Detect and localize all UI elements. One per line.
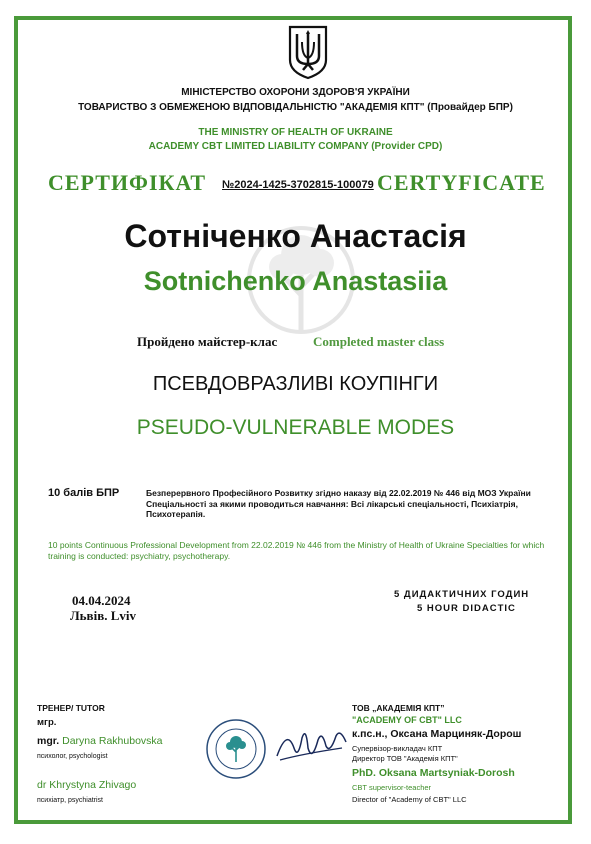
course-title-ua: ПСЕВДОВРАЗЛИВІ КОУПІНГИ — [152, 373, 439, 395]
director-org-en: "ACADEMY OF CBT" LLC — [352, 715, 462, 725]
company-name-ua: ТОВАРИСТВО З ОБМЕЖЕНОЮ ВІДПОВІДАЛЬНІСТЮ "АКАДЕМІЯ КПТ" (Провайдер БПР) — [78, 102, 513, 113]
ministry-name-ua: МІНІСТЕРСТВО ОХОРОНИ ЗДОРОВ'Я УКРАЇНИ — [181, 87, 410, 98]
tutor1-role: психолог, psychologist — [37, 753, 108, 760]
tutor1-title-en: mgr. — [37, 735, 60, 747]
director-org-ua: ТОВ „АКАДЕМІЯ КПТ” — [352, 703, 445, 713]
certificate-number: №2024-1425-3702815-100079 — [222, 179, 374, 191]
completed-label-ua: Пройдено майстер-клас — [137, 334, 278, 349]
trident-emblem-icon — [286, 24, 330, 80]
tutor-heading: ТРЕНЕР/ TUTOR — [37, 703, 105, 713]
points-description-ua: Безперервного Професійного Розвитку згідно наказу від 22.02.2019 № 446 від МОЗ України Спеціальності за якими проводиться навчання: Всі лікарські спеціальності, Психіатрія, Психотерапія. — [146, 488, 531, 519]
tutor1-title-ua: мгр. — [37, 717, 57, 728]
event-city: Львів. Lviv — [70, 608, 136, 623]
tutor1-name: Daryna Rakhubovska — [62, 735, 163, 747]
director-role-ua-2: Директор ТОВ "Академія КПТ" — [352, 754, 458, 763]
points-label: 10 балів БПР — [48, 487, 120, 499]
hours-ua: 5 ДИДАКТИЧНИХ ГОДИН — [394, 589, 530, 600]
director-role-en-2: Director of "Academy of CBT" LLC — [352, 795, 467, 804]
director-name-en: PhD. Oksana Martsyniak-Dorosh — [352, 767, 515, 779]
recipient-name-en: Sotnichenko Anastasiia — [143, 266, 448, 296]
certificate-title-ua: СЕРТИФІКАТ — [48, 170, 207, 195]
points-description-en: 10 points Continuous Professional Development from 22.02.2019 № 446 from the Ministry of Health of Ukraine Specialties for which training is conducted: psychiatry, psychotherapy. — [48, 540, 545, 561]
company-name-en: ACADEMY CBT LIMITED LIABILITY COMPANY (Provider CPD) — [148, 141, 443, 152]
ministry-name-en: THE MINISTRY OF HEALTH OF UKRAINE — [198, 127, 393, 138]
tutor2-role: психіатр, psychiatrist — [37, 797, 103, 804]
director-signature-icon — [272, 718, 352, 768]
completed-label-en: Completed master class — [313, 334, 445, 349]
academy-stamp-icon — [205, 718, 267, 780]
recipient-name-ua: Сотніченко Анастасія — [124, 218, 467, 254]
hours-en: 5 HOUR DIDACTIC — [417, 603, 516, 614]
event-date: 04.04.2024 — [72, 593, 131, 608]
course-title-en: PSEUDO-VULNERABLE MODES — [136, 416, 455, 439]
director-name-ua: к.пс.н., Оксана Марциняк-Дорош — [352, 728, 522, 740]
tutor2-name: dr Khrystyna Zhivago — [37, 779, 137, 791]
director-role-ua-1: Супервізор-викладач КПТ — [352, 744, 443, 753]
certificate-title-en: CERTYFICATE — [377, 170, 546, 195]
director-role-en-1: CBT supervisor-teacher — [352, 783, 432, 792]
